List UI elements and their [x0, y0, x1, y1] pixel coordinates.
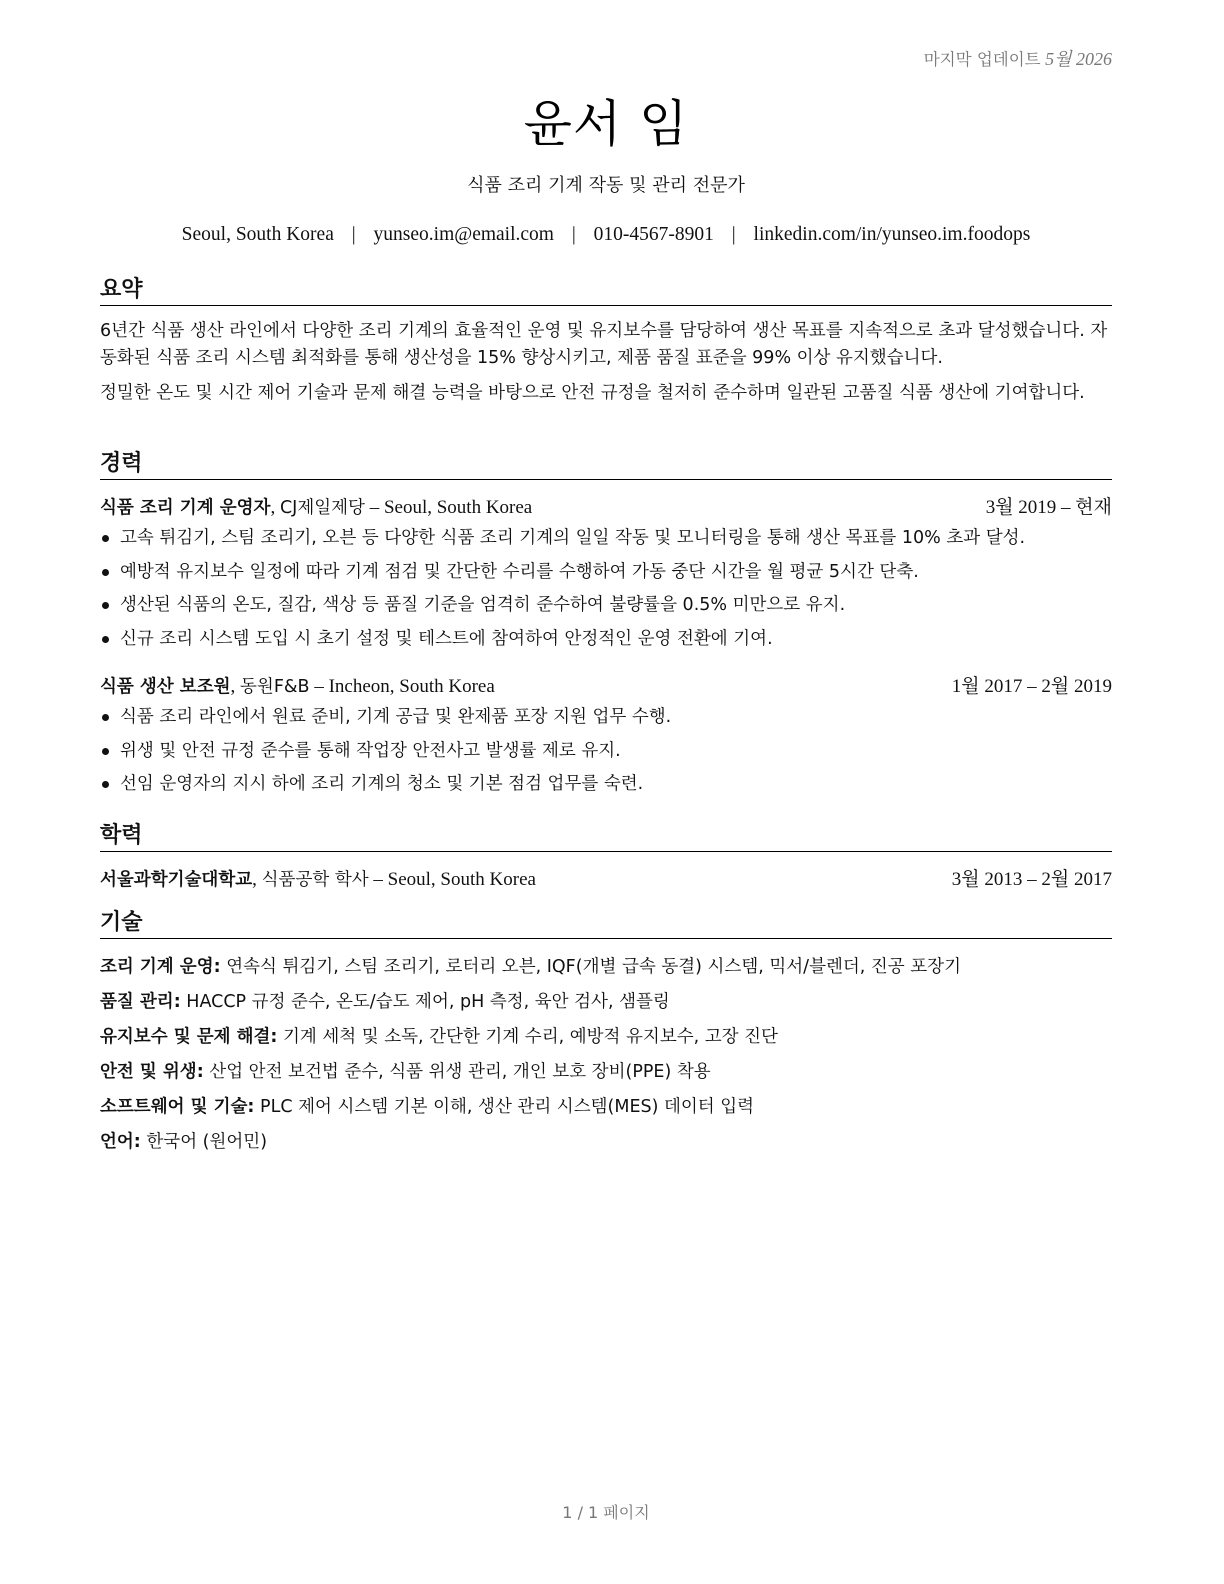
job-bullet: 신규 조리 시스템 도입 시 초기 설정 및 테스트에 참여하여 안정적인 운영 전환에 기여.: [100, 623, 1112, 657]
contact-location: Seoul, South Korea: [181, 224, 334, 245]
bullet-icon: [102, 602, 109, 609]
contact-email[interactable]: yunseo.im@email.com: [373, 224, 554, 245]
contact-phone: 010-4567-8901: [593, 224, 714, 245]
job-entry: [100, 494, 1112, 656]
summary-paragraph: 6년간 식품 생산 라인에서 다양한 조리 기계의 효율적인 운영 및 유지보수를 담당하여 생산 목표를 지속적으로 초과 달성했습니다. 자동화된 식품 조리 시스템 최적화를 통해 생산성을 15% 향상시키고, 제품 품질 표준을 99% 이상 유지했습니다.: [100, 321, 1108, 368]
job-company: 동원F&B: [240, 677, 310, 697]
job-bullet: 위생 및 안전 규정 준수를 통해 작업장 안전사고 발생률 제로 유지.: [100, 735, 1112, 769]
bullet-icon: [102, 748, 109, 755]
job-title: 식품 조리 기계 운영자: [100, 498, 271, 518]
job-location: – Seoul, South Korea: [369, 497, 533, 518]
education-entry: 서울과학기술대학교, 식품공학 학사 – Seoul, South Korea 3월 2013 – 2월 2017: [100, 866, 1112, 894]
job-company: CJ제일제당: [279, 498, 365, 518]
summary-paragraph: 정밀한 온도 및 시간 제어 기술과 문제 해결 능력을 바탕으로 안전 규정을 철저히 준수하며 일관된 고품질 식품 생산에 기여합니다.: [100, 383, 1085, 403]
skill-label: 안전 및 위생:: [100, 1062, 204, 1082]
skill-label: 품질 관리:: [100, 992, 181, 1012]
contact-separator: |: [571, 224, 576, 245]
last-updated: [924, 45, 1112, 71]
education-dates: 3월 2013 – 2월 2017: [951, 869, 1112, 890]
candidate-name: 윤서 임: [523, 95, 689, 153]
candidate-headline: 식품 조리 기계 작동 및 관리 전문가: [467, 175, 745, 196]
job-location: – Incheon, South Korea: [314, 676, 495, 697]
bullet-icon: [102, 569, 109, 576]
skill-line: [100, 1090, 1112, 1125]
contact-separator: |: [731, 224, 736, 245]
summary-section: [100, 275, 1112, 407]
job-bullet: 예방적 유지보수 일정에 따라 기계 점검 및 간단한 수리를 수행하여 가동 중단 시간을 월 평균 5시간 단축.: [100, 556, 1112, 590]
skills-list: [100, 950, 1112, 1160]
school-name: 서울과학기술대학교: [100, 870, 253, 890]
skill-line: [100, 985, 1112, 1020]
bullet-icon: [102, 535, 109, 542]
skill-text: 연속식 튀김기, 스팀 조리기, 로터리 오븐, IQF(개별 급속 동결) 시스템, 믹서/블렌더, 진공 포장기: [226, 957, 961, 977]
job-bullets: [100, 522, 1112, 656]
job-dates: 3월 2019 – 현재: [985, 497, 1112, 518]
bullet-icon: [102, 714, 109, 721]
job-title: 식품 생산 보조원: [100, 677, 231, 697]
skill-text: 산업 안전 보건법 준수, 식품 위생 관리, 개인 보호 장비(PPE) 착용: [209, 1062, 711, 1082]
skill-label: 조리 기계 운영:: [100, 957, 221, 977]
education-section: [100, 821, 1112, 894]
summary-heading: 요약: [100, 275, 1112, 306]
contact-line: [100, 224, 1112, 246]
resume-page: [100, 0, 1112, 1584]
job-dates: 1월 2017 – 2월 2019: [951, 676, 1112, 697]
skill-label: 언어:: [100, 1132, 141, 1152]
last-updated-date: 5월 2026: [1045, 49, 1112, 69]
experience-section: [100, 449, 1112, 802]
skill-text: PLC 제어 시스템 기본 이해, 생산 관리 시스템(MES) 데이터 입력: [260, 1097, 755, 1117]
degree: 식품공학 학사: [261, 870, 369, 890]
contact-separator: |: [351, 224, 356, 245]
education-location: – Seoul, South Korea: [373, 869, 536, 890]
job-bullets: [100, 701, 1112, 802]
skill-label: 유지보수 및 문제 해결:: [100, 1027, 278, 1047]
education-heading: 학력: [100, 821, 1112, 852]
skill-text: 기계 세척 및 소독, 간단한 기계 수리, 예방적 유지보수, 고장 진단: [283, 1027, 778, 1047]
skill-line: [100, 1125, 1112, 1160]
skill-label: 소프트웨어 및 기술:: [100, 1097, 255, 1117]
job-bullet: 식품 조리 라인에서 원료 준비, 기계 공급 및 완제품 포장 지원 업무 수행.: [100, 701, 1112, 735]
bullet-icon: [102, 781, 109, 788]
skill-line: [100, 1020, 1112, 1055]
job-entry: [100, 673, 1112, 802]
contact-linkedin[interactable]: linkedin.com/in/yunseo.im.foodops: [753, 224, 1031, 245]
skill-text: HACCP 규정 준수, 온도/습도 제어, pH 측정, 육안 검사, 샘플링: [186, 992, 670, 1012]
skill-text: 한국어 (원어민): [146, 1132, 268, 1152]
experience-heading: 경력: [100, 449, 1112, 480]
page-indicator: 1 / 1 페이지: [562, 1503, 650, 1522]
skills-heading: 기술: [100, 908, 1112, 939]
skill-line: [100, 950, 1112, 985]
job-bullet: 고속 튀김기, 스팀 조리기, 오븐 등 다양한 식품 조리 기계의 일일 작동 및 모니터링을 통해 생산 목표를 10% 초과 달성.: [100, 522, 1112, 556]
job-bullet: 생산된 식품의 온도, 질감, 색상 등 품질 기준을 엄격히 준수하여 불량률을 0.5% 미만으로 유지.: [100, 589, 1112, 623]
job-bullet: 선임 운영자의 지시 하에 조리 기계의 청소 및 기본 점검 업무를 숙련.: [100, 768, 1112, 802]
bullet-icon: [102, 636, 109, 643]
job-header: 식품 생산 보조원, 동원F&B – Incheon, South Korea 1월 2017 – 2월 2019: [100, 673, 1112, 701]
skill-line: [100, 1055, 1112, 1090]
skills-section: [100, 908, 1112, 1160]
job-header: 식품 조리 기계 운영자, CJ제일제당 – Seoul, South Korea 3월 2019 – 현재: [100, 494, 1112, 522]
last-updated-label: 마지막 업데이트: [923, 50, 1041, 69]
